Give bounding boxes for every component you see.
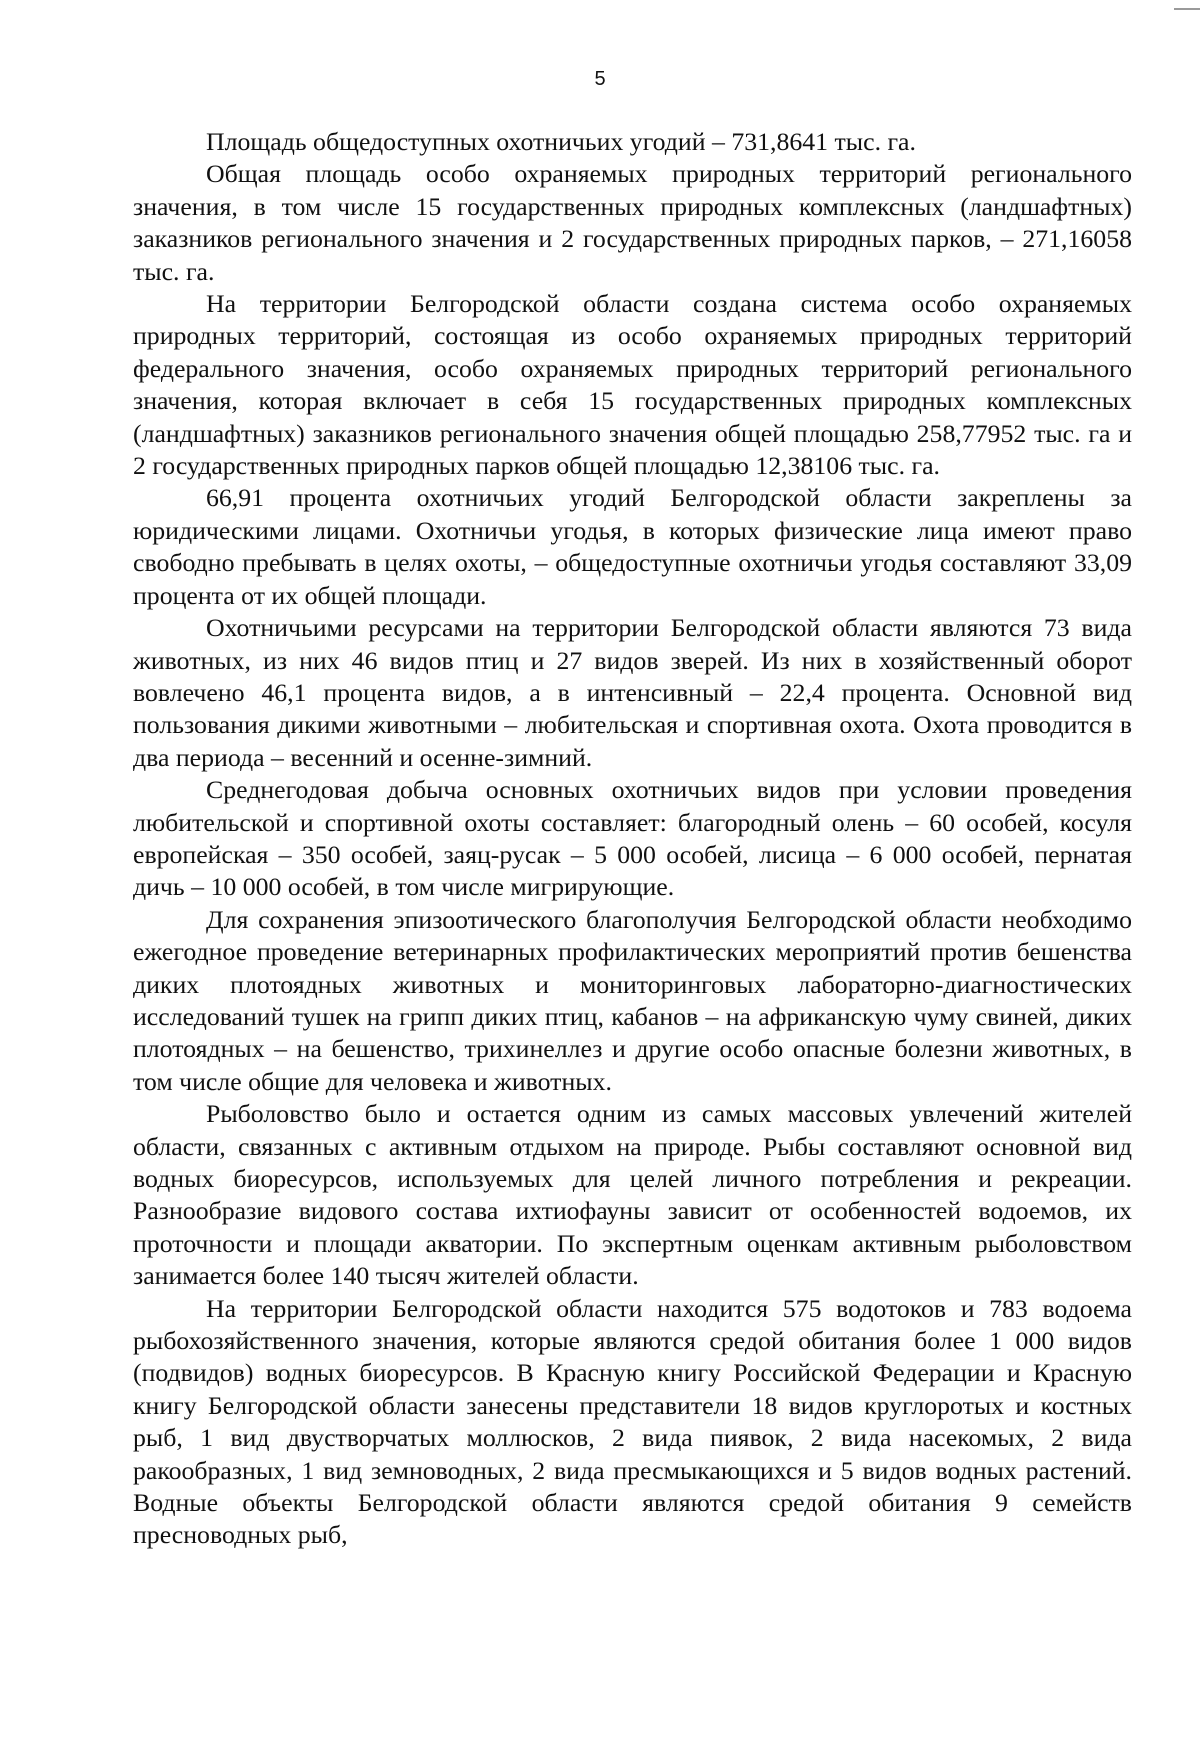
scan-edge-mark (1174, 8, 1200, 10)
paragraph-annual-harvest: Среднегодовая добыча основных охотничьих видов при условии проведения любительской и спортивной охоты составляет: благородный олень – 60 особей, косуля европейская – 350 особей, заяц-русак – 5 000 особей, лисица – 6 000 особей, пернатая дичь – 10 000 особей, в том числе мигрирующие. (133, 775, 1132, 902)
document-body (133, 126, 1132, 1552)
page-number: 5 (594, 68, 606, 90)
paragraph-fishing: Рыболовство было и остается одним из самых массовых увлечений жителей области, связанных с активным отдыхом на природе. Рыбы составляют основной вид водных биоресурсов, используемых для целей личного потребления и рекреации. Разнообразие видового состава ихтиофауны зависит от особенностей водоемов, их проточности и площади акватории. По экспертным оценкам активным рыболовством занимается более 140 тысяч жителей области. (133, 1099, 1132, 1291)
paragraph-water-bodies: На территории Белгородской области находится 575 водотоков и 783 водоема рыбохозяйственного значения, которые являются средой обитания более 1 000 видов (подвидов) водных биоресурсов. В Красную книгу Российской Федерации и Красную книгу Белгородской области занесены представители 18 видов круглоротых и костных рыб, 1 вид двустворчатых моллюсков, 2 вида пиявок, 2 вида насекомых, 2 вида ракообразных, 1 вид земноводных, 2 вида пресмыкающихся и 5 видов водных растений. Водные объекты Белгородской области являются средой обитания 9 семейств пресноводных рыб, (133, 1293, 1132, 1550)
paragraph-hunting-resources: Охотничьими ресурсами на территории Белгородской области являются 73 вида животных, из них 46 видов птиц и 27 видов зверей. Из них в хозяйственный оборот вовлечено 46,1 процента видов, а в интенсивный – 22,4 процента. Основной вид пользования дикими животными – любительская и спортивная охота. Охота проводится в два периода – весенний и осенне-зимний. (133, 613, 1132, 772)
paragraph-protected-areas-system: На территории Белгородской области создана система особо охраняемых природных территорий, состоящая из особо охраняемых природных территорий федерального значения, особо охраняемых природных территорий регионального значения, которая включает в себя 15 государственных природных комплексных (ландшафтных) заказников регионального значения общей площадью 258,77952 тыс. га и 2 государственных природных парков общей площадью 12,38106 тыс. га. (133, 289, 1132, 481)
paragraph-protected-areas-total: Общая площадь особо охраняемых природных территорий регионального значения, в том числе 15 государственных природных комплексных (ландшафтных) заказников регионального значения и 2 государственных природных парков, – 271,16058 тыс. га. (133, 159, 1132, 286)
paragraph-hunting-grounds-area: Площадь общедоступных охотничьих угодий – 731,8641 тыс. га. (206, 127, 916, 156)
paragraph-epizootic-wellbeing: Для сохранения эпизоотического благополучия Белгородской области необходимо ежегодное проведение ветеринарных профилактических мероприятий против бешенства диких плотоядных животных и мониторинговых лабораторно-диагностических исследований тушек на грипп диких птиц, кабанов – на африканскую чуму свиней, диких плотоядных – на бешенство, трихинеллез и другие особо опасные болезни животных, в том числе общие для человека и животных. (133, 904, 1132, 1096)
paragraph-hunting-grounds-assigned: 66,91 процента охотничьих угодий Белгородской области закреплены за юридическими лицами. Охотничьи угодья, в которых физические лица имеют право свободно пребывать в целях охоты, – общедоступные охотничьи угодья составляют 33,09 процента от их общей площади. (133, 483, 1132, 610)
